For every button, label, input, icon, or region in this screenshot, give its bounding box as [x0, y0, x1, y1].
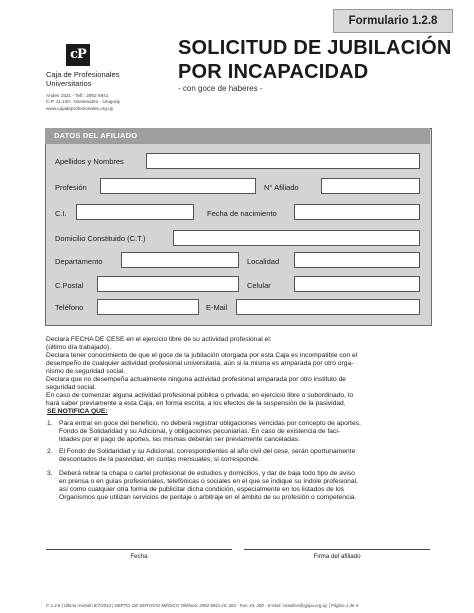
- org-name-line2: Universitarios: [46, 79, 92, 88]
- org-name-line1: Caja de Profesionales: [46, 70, 120, 79]
- birth-date-label: Fecha de nacimiento: [207, 209, 277, 218]
- full-name-label: Apellidos y Nombres: [55, 157, 124, 166]
- department-field[interactable]: [121, 252, 239, 268]
- notice-item-line: en prensa o en guías profesionales, telefónicas o sociales en el que se indique su índole profesional,: [59, 478, 358, 485]
- affiliate-signature-line[interactable]: [244, 549, 430, 550]
- notify-activity-line1: En caso de comenzar alguna actividad profesional pública o privada, en ejercicio libre o subordinado, lo: [46, 392, 354, 399]
- affiliate-section-header: [45, 128, 430, 144]
- id-card-field[interactable]: [76, 204, 194, 220]
- notice-item-number: 1.: [47, 420, 53, 427]
- incompatibility-line2: desempeño de cualquier actividad profesional universitaria, aún si la misma es amparada por otro orga-: [46, 360, 354, 367]
- address-line2: C.P. 11.100 - Montevideo - Uruguay: [46, 99, 121, 105]
- mobile-field[interactable]: [294, 276, 420, 292]
- affiliate-section-title: DATOS DEL AFILIADO: [54, 131, 138, 140]
- notice-item-line: Para entrar en goce del beneficio, no deberá registrar obligaciones vencidas por concepto de aportes,: [59, 420, 361, 427]
- notice-item-line: descontados de la pasividad, en cuotas mensuales, si corresponde.: [59, 456, 260, 463]
- id-card-label: C.I.: [55, 209, 67, 218]
- phone-label: Teléfono: [55, 303, 84, 312]
- title-line2: POR INCAPACIDAD: [178, 61, 369, 83]
- cessation-declaration: [46, 336, 430, 408]
- notice-item-3: [47, 470, 430, 504]
- locality-label: Localidad: [247, 257, 280, 266]
- organization-name: [46, 70, 119, 88]
- affiliate-number-field[interactable]: [321, 178, 420, 194]
- profession-label: Profesión: [55, 183, 87, 192]
- address-label: Domicilio Constituido (C.T.): [55, 234, 146, 243]
- postal-code-label: C.Postal: [55, 281, 84, 290]
- footer-text: F. 1.2.8 | Última revisión 8/7/2014 | DEPTO. DE SERVICIO MÉDICO Teléfono: 2902 8941 int. 283 - Fax: int. 280 - E-Mail: smedico@cjppu.org.uy | Página 1 de 4: [46, 603, 359, 608]
- birth-date-field[interactable]: [294, 204, 420, 220]
- email-field[interactable]: [236, 299, 420, 315]
- department-label: Departamento: [55, 257, 103, 266]
- notice-item-1: [47, 420, 430, 446]
- address-field[interactable]: [173, 230, 420, 246]
- phone-field[interactable]: [97, 299, 199, 315]
- incompatibility-line1: Declara tener conocimiento de que el goce de la jubilación otorgada por esta Caja es incompatible con el: [46, 352, 358, 359]
- notice-item-2: [47, 448, 430, 466]
- notice-item-line: Fondo de Solidaridad y su Adicional, y obligaciones pecuniarias. En caso de existencia de faci-: [59, 428, 341, 435]
- address-website: www.cajadeprofesionales.org.uy: [46, 105, 114, 111]
- cessation-line2: (último día trabajado).: [46, 344, 112, 351]
- notice-item-number: 3.: [47, 470, 53, 477]
- date-label: Fecha: [130, 553, 148, 560]
- notice-item-number: 2.: [47, 448, 53, 455]
- notice-item-line: Deberá retirar la chapa o cartel profesional de estudios y domicilios, y dar de baja todo tipo de aviso: [59, 470, 355, 477]
- form-number-badge: Formulario 1.2.8: [333, 9, 453, 33]
- notice-item-line: Organismos que utilizan servicios de peritaje o arbitraje en el ámbito de su profesión o competencia.: [59, 494, 357, 501]
- affiliate-number-label: N° Afiliado: [264, 183, 299, 192]
- no-activity-line1: Declara que no desempeña actualmente ninguna actividad profesional amparada por otro instituto de: [46, 376, 347, 383]
- notice-item-line: así como cualquier otra forma de publicitar dicha condición, especialmente en los listados de los: [59, 486, 345, 493]
- cessation-line1: Declara FECHA DE CESE en el ejercicio libre de su actividad profesional el:: [46, 336, 272, 343]
- notice-item-line: lidades por el pago de aportes, las mismas deberán ser previamente canceladas.: [59, 436, 300, 443]
- notify-activity-line2: hará saber previamente a esta Caja, en forma escrita, a los efectos de la suspensión de la pasividad.: [46, 400, 346, 407]
- title-line1: SOLICITUD DE JUBILACIÓN: [178, 37, 452, 59]
- mobile-label: Celular: [247, 281, 271, 290]
- page-subtitle: - con goce de haberes -: [178, 84, 263, 93]
- notice-heading: SE NOTIFICA QUE:: [47, 408, 108, 415]
- organization-address: [46, 93, 120, 112]
- affiliate-signature-label: Firma del afiliado: [313, 553, 361, 560]
- date-signature-line[interactable]: [46, 549, 232, 550]
- page-title: [178, 36, 452, 84]
- profession-field[interactable]: [100, 178, 256, 194]
- notice-item-line: El Fondo de Solidaridad y su Adicional, correspondientes al año civil del cese, serán oportunamente: [59, 448, 356, 455]
- full-name-field[interactable]: [146, 153, 420, 169]
- no-activity-line2: seguridad social.: [46, 384, 97, 391]
- postal-code-field[interactable]: [97, 276, 239, 292]
- logo-icon: cP: [66, 44, 90, 66]
- locality-field[interactable]: [294, 252, 420, 268]
- incompatibility-line3: nismo de seguridad social.: [46, 368, 126, 375]
- email-label: E-Mail: [206, 303, 228, 312]
- address-line1: Andes 1521 - Telf.: 2902 8941: [46, 93, 109, 98]
